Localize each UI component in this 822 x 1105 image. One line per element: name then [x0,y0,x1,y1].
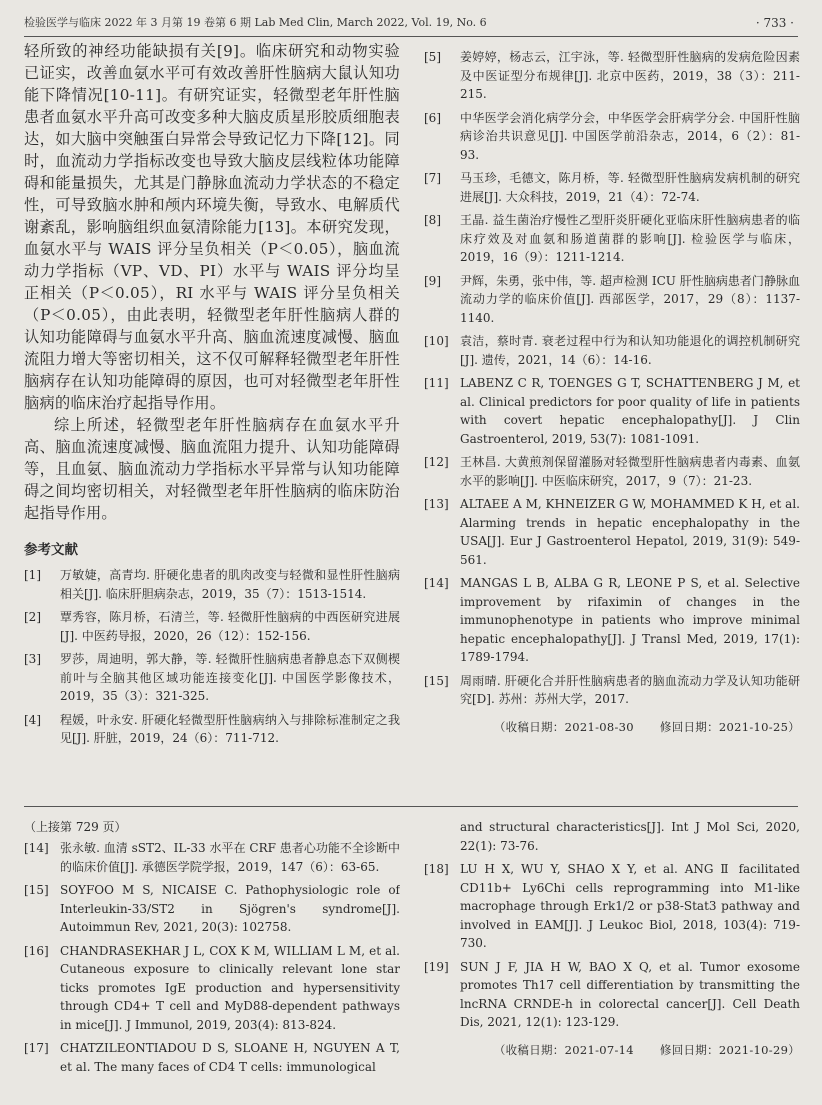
reference-text: 袁洁，蔡时青. 衰老过程中行为和认知功能退化的调控机制研究[J]. 遗传，2021，14（6）：14-16. [460,334,800,367]
reference-number: [14] [24,841,49,855]
continued-left-column [24,818,400,1081]
reference-item [424,495,800,569]
reference-item [24,942,400,1035]
received-dates [424,719,800,735]
right-column [424,48,800,735]
reference-item [424,860,800,953]
received-date: （收稿日期：2021-08-30 [493,719,634,734]
continued-right-column [424,818,800,1058]
reference-number: [3] [24,652,41,666]
reference-number: [12] [424,455,449,469]
section-divider [24,806,798,807]
reference-text: 周雨晴. 肝硬化合并肝性脑病患者的脑血流动力学及认知功能研究[D]. 苏州：苏州大学，2017. [460,673,800,706]
reference-text: CHATZILEONTIADOU D S, SLOANE H, NGUYEN A T, et al. The many faces of CD4 T cells: immunological [60,1041,400,1074]
reference-item [424,48,800,104]
reference-item [24,839,400,876]
reference-text: 万敏婕，高青均. 肝硬化患者的肌肉改变与轻微和显性肝性脑病相关[J]. 临床肝胆病杂志，2019，35（7）：1513-1514. [60,568,400,601]
reference-text: 张永敏. 血清 sST2、IL-33 水平在 CRF 患者心功能不全诊断中的临床价值[J]. 承德医学院学报，2019，147（6）：63-65. [60,841,400,874]
reference-text: LABENZ C R, TOENGES G T, SCHATTENBERG J M, et al. Clinical predictors for poor quality of life in patients with covert hepatic encephalopathy[J]. J Clin Gastroenterol, 2019, 53(7): 1081-1091. [460,376,800,446]
reference-item [424,211,800,267]
reference-item [424,109,800,165]
reference-continuation: and structural characteristics[J]. Int J Mol Sci, 2020, 22(1): 73-76. [460,820,800,853]
reference-item [24,650,400,706]
reference-number: [9] [424,273,441,288]
reference-item [24,1039,400,1076]
reference-item [424,958,800,1032]
reference-item [424,374,800,448]
reference-number: [7] [424,171,441,185]
reference-item [424,332,800,369]
running-header [24,10,798,37]
reference-text: 覃秀容，陈月桥，石清兰，等. 轻微肝性脑病的中西医研究进展[J]. 中医药导报，2020，26（12）：152-156. [60,610,400,643]
body-paragraph: 轻所致的神经功能缺损有关[9]。临床研究和动物实验已证实，改善血氨水平可有效改善肝性脑病大鼠认知功能下降情况[10-11]。有研究证实，轻微型老年肝性脑患者血氨水平升高可改变多种大脑皮质星形胶质细胞表达，如大脑中突触蛋白异常会导致记忆力下降[12]。同时，血流动力学指标改变也导致大脑皮层线粒体功能障碍和能量损失，尤其是门静脉血流动力学状态的不稳定性，可导致脑水肿和颅内环境失衡，导致水、电解质代谢紊乱，影响脑组织血氨清除能力[13]。本研究发现，血氨水平与 WAIS 评分呈负相关（P＜0.05），脑血流动力学指标（VP、VD、PI）水平与 WAIS 评分均呈正相关（P＜0.05），RI 水平与 WAIS 评分呈负相关（P＜0.05），由此表明，轻微型老年肝性脑病人群的认知功能障碍与血氨水平升高、脑血流速度减慢、脑血流阻力增大等密切相关，这不仅可解释轻微型老年肝性脑病存在认知功能障碍的原因，也可对轻微型老年肝性脑病的临床治疗起指导作用。 [24,42,400,412]
reference-number: [19] [424,959,449,974]
reference-number: [18] [424,862,449,876]
revised-date: 修回日期：2021-10-25） [659,719,800,734]
reference-number: [11] [424,376,449,390]
reference-number: [5] [424,50,441,64]
page-number: · 733 · [755,16,794,30]
reference-number: [10] [424,334,449,348]
received-date: （收稿日期：2021-07-14 [493,1042,634,1057]
reference-list [424,48,800,709]
reference-number: [15] [424,673,449,688]
reference-list [424,860,800,1032]
reference-item [24,881,400,937]
reference-number: [13] [424,497,449,511]
reference-number: [8] [424,213,441,227]
reference-text: 王晶. 益生菌治疗慢性乙型肝炎肝硬化亚临床肝性脑病患者的临床疗效及对血氨和肠道菌群的影响[J]. 检验医学与临床，2019，16（9）：1211-1214. [460,213,800,264]
received-dates [424,1042,800,1058]
reference-item [24,566,400,603]
references-heading: 参考文献 [24,542,78,558]
reference-number: [4] [24,712,41,727]
reference-number: [1] [24,568,41,582]
left-column [24,40,400,753]
reference-item [24,608,400,645]
reference-number: [6] [424,110,441,125]
reference-item [424,574,800,667]
reference-number: [14] [424,576,449,590]
reference-item [424,169,800,206]
reference-item [424,453,800,490]
reference-text: 程媛，叶永安. 肝硬化轻微型肝性脑病纳入与排除标准制定之我见[J]. 肝脏，2019，24（6）：711-712. [60,712,400,745]
reference-text: CHANDRASEKHAR J L, COX K M, WILLIAM L M, et al. Cutaneous exposure to clinically relevant lone star ticks promotes IgE production and hypersensitivity through CD4+ T cell and MyD88-dependent pathways in mice[J]. J Immunol, 2019, 203(4): 813-824. [60,943,400,1032]
revised-date: 修回日期：2021-10-29） [659,1042,800,1057]
body-paragraph: 综上所述，轻微型老年肝性脑病存在血氨水平升高、脑血流速度减慢、脑血流阻力提升、认知功能障碍等，且血氨、脑血流动力学指标水平异常与认知功能障碍之间均密切相关，对轻微型老年肝性脑病的临床防治起指导作用。 [24,416,400,522]
reference-number: [16] [24,943,49,958]
reference-text: 王林昌. 大黄煎剂保留灌肠对轻微型肝性脑病患者内毒素、血氨水平的影响[J]. 中医临床研究，2017，9（7）：21-23. [460,455,800,488]
reference-text: 马玉珍，毛德文，陈月桥，等. 轻微型肝性脑病发病机制的研究进展[J]. 大众科技，2019，21（4）：72-74. [460,171,800,204]
journal-header: 检验医学与临床 2022 年 3 月第 19 卷第 6 期 Lab Med Clin, March 2022, Vol. 19, No. 6 [24,16,487,29]
reference-text: 罗莎，周迪明，郭大静，等. 轻微肝性脑病患者静息态下双侧楔前叶与全脑其他区域功能连接变化[J]. 中国医学影像技术，2019，35（3）：321-325. [60,652,400,703]
reference-list [24,839,400,1076]
reference-text: 姜婷婷，杨志云，江宇泳，等. 轻微型肝性脑病的发病危险因素及中医证型分布规律[J]. 北京中医药，2019，38（3）：211-215. [460,50,800,101]
reference-text: ALTAEE A M, KHNEIZER G W, MOHAMMED K H, et al. Alarming trends in hepatic encephalopathy in the USA[J]. Eur J Gastroenterol Hepatol, 2019, 31(9): 549-561. [460,497,800,567]
reference-number: [15] [24,883,49,897]
reference-number: [17] [24,1041,49,1055]
reference-item [24,711,400,748]
reference-text: 中华医学会消化病学分会，中华医学会肝病学分会. 中国肝性脑病诊治共识意见[J]. 中国医学前沿杂志，2014，6（2）：81-93. [460,110,800,162]
reference-text: SOYFOO M S, NICAISE C. Pathophysiologic role of Interleukin-33/ST2 in Sjögren's syndrome[J]. Autoimmun Rev, 2021, 20(3): 102758. [60,883,400,934]
reference-item [424,272,800,328]
reference-text: 尹辉，朱勇，张中伟，等. 超声检测 ICU 肝性脑病患者门静脉血流动力学的临床价值[J]. 西部医学，2017，29（8）：1137-1140. [460,273,800,325]
reference-text: MANGAS L B, ALBA G R, LEONE P S, et al. Selective improvement by rifaximin of changes in the immunophenotype in patients who improve minimal hepatic encephalopathy[J]. J Transl Med, 2019, 17(1): 1789-1794. [460,576,800,664]
reference-item [424,672,800,709]
reference-number: [2] [24,610,41,624]
reference-text: LU H X, WU Y, SHAO X Y, et al. ANG Ⅱ facilitated CD11b+ Ly6Chi cells reprogramming into M1-like macrophage through Erk1/2 or p38-Stat3 pathway and involved in EAM[J]. J Leukoc Biol, 2018, 103(4): 719-730. [460,862,800,950]
reference-list [24,566,400,748]
reference-text: SUN J F, JIA H W, BAO X Q, et al. Tumor exosome promotes Th17 cell differentiation by transmitting the lncRNA CRNDE-h in colorectal cancer[J]. Cell Death Dis, 2021, 12(1): 123-129. [460,959,800,1029]
continued-note: （上接第 729 页） [24,820,127,834]
